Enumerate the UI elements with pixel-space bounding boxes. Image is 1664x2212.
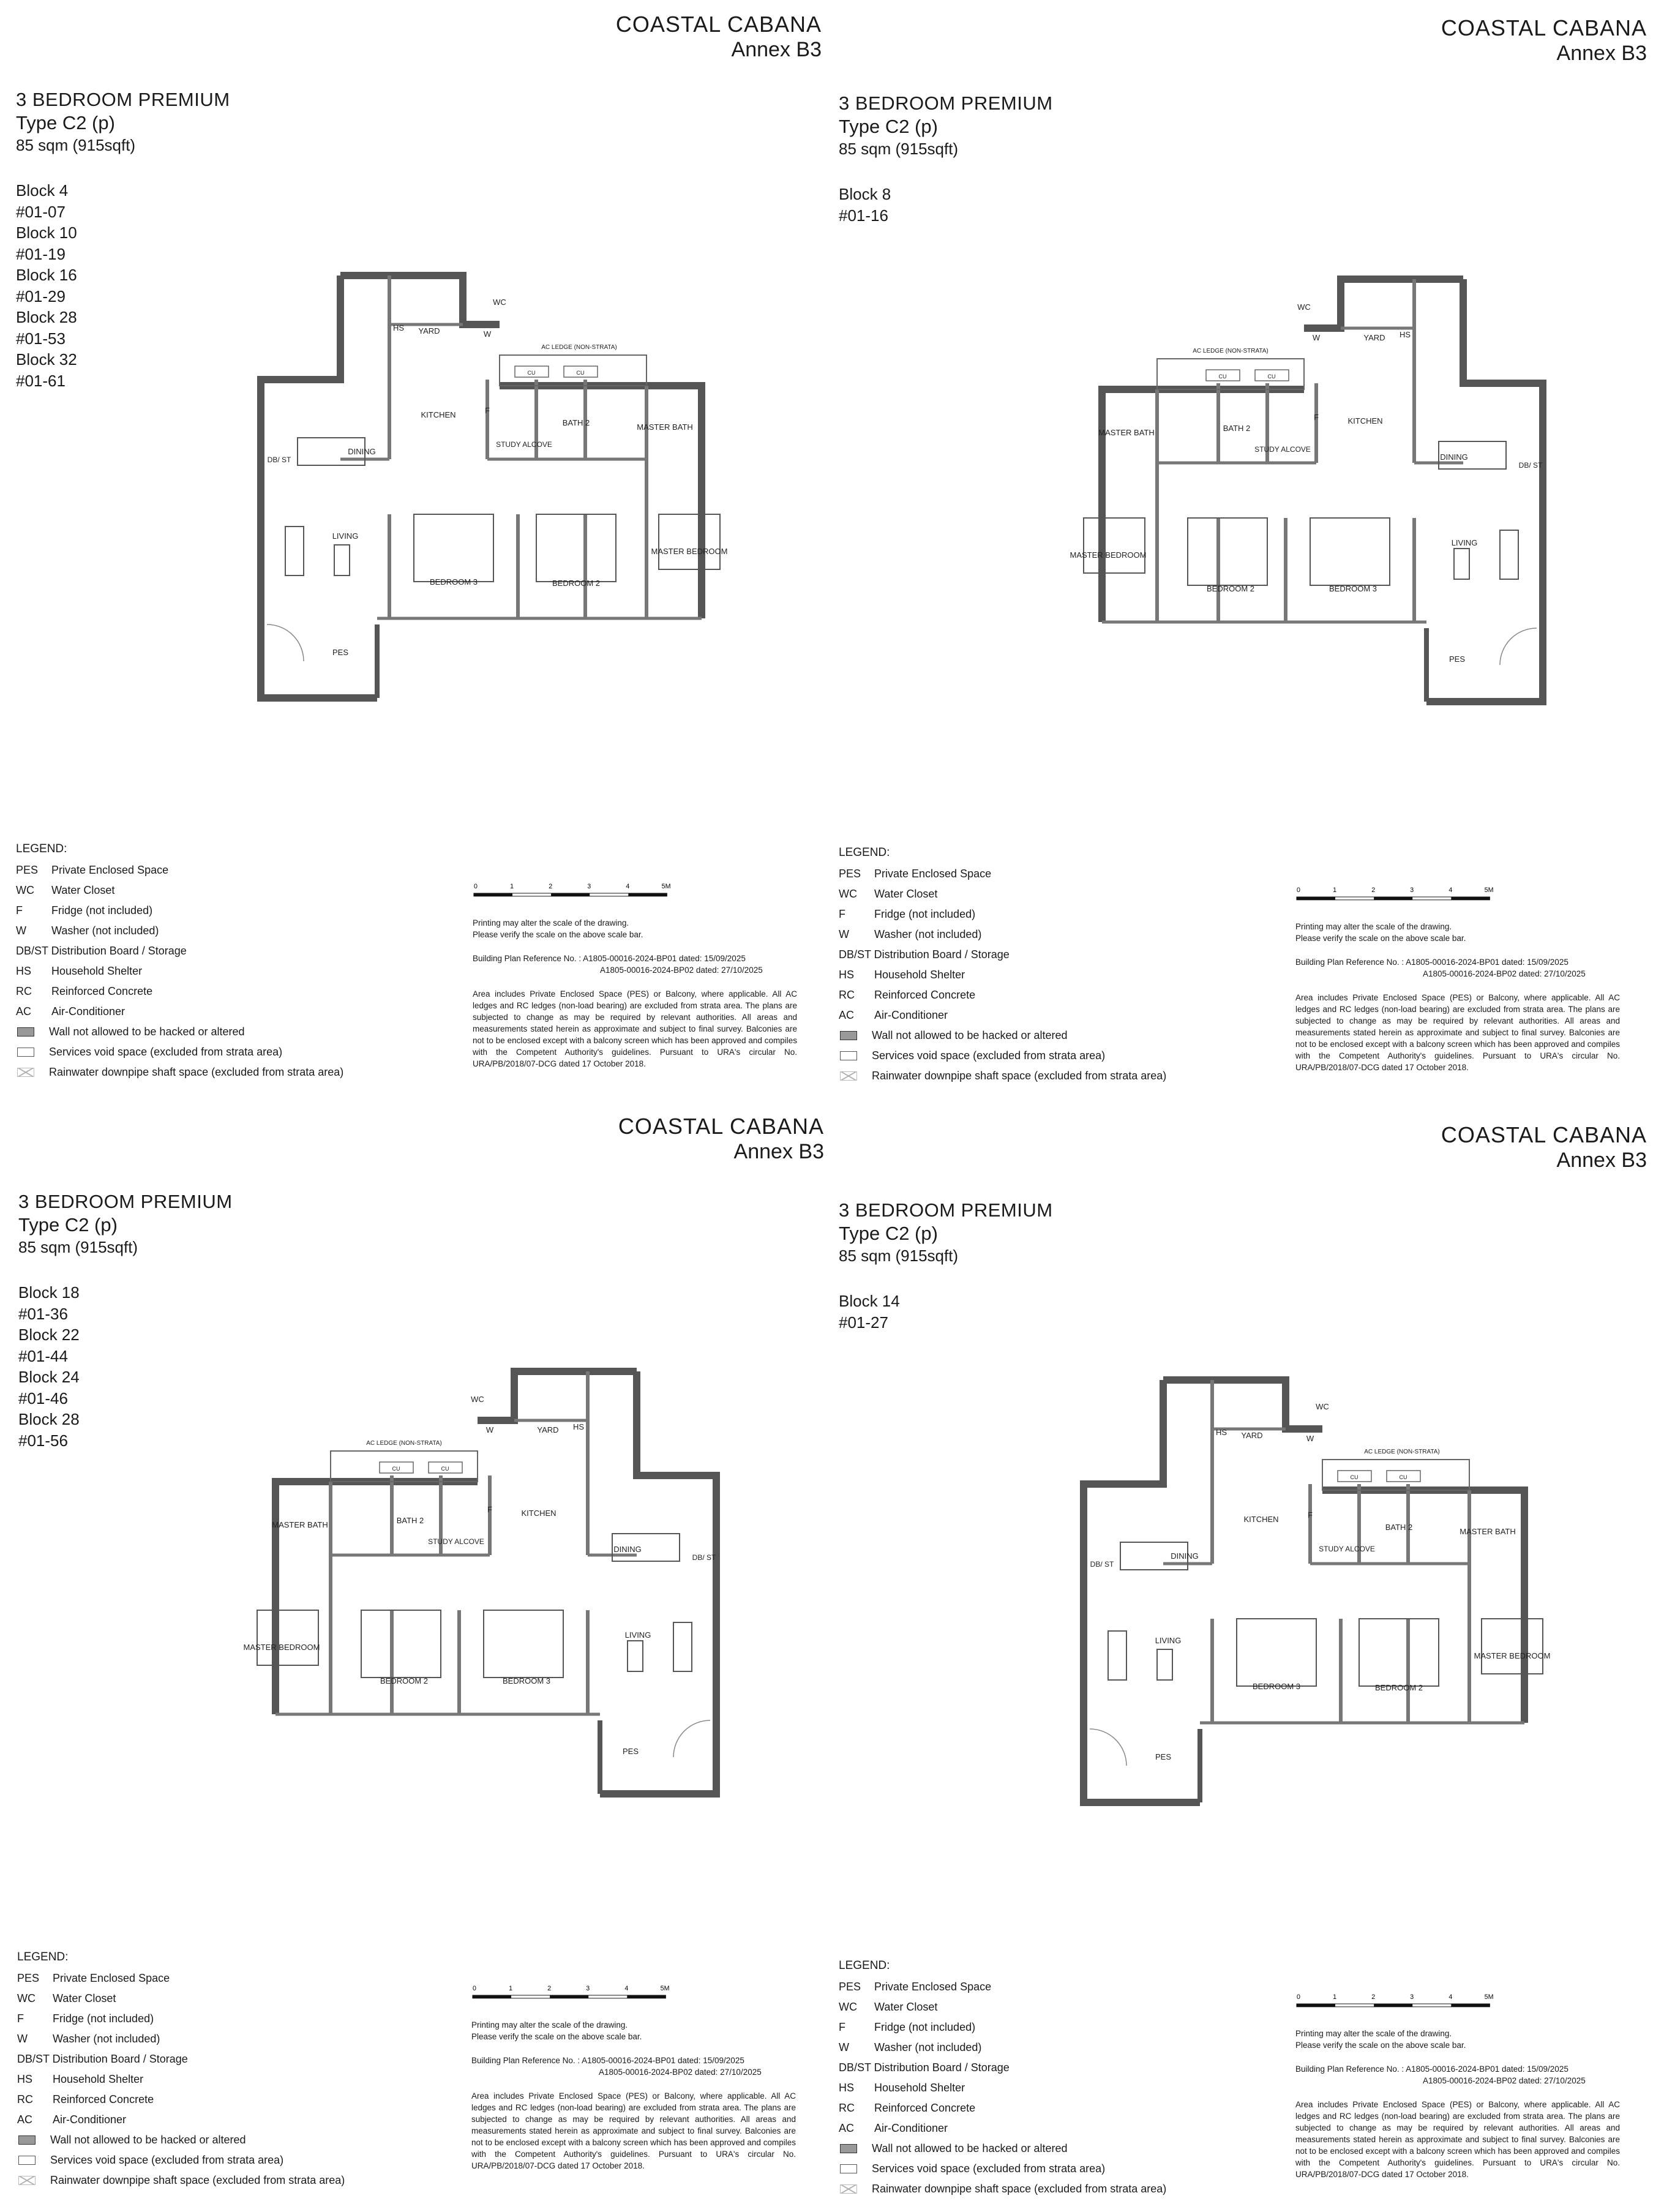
unit-type: 3 BEDROOM PREMIUM: [18, 1191, 233, 1212]
notes-block: [471, 1981, 796, 2184]
room-label: AC LEDGE (NON-STRATA): [366, 1440, 442, 1447]
legend-item: RC Reinforced Concrete: [16, 985, 153, 997]
scale-tick-label: 4: [624, 1985, 629, 1993]
room-label: KITCHEN: [1243, 1515, 1279, 1524]
room-label: MASTER BEDROOM: [1474, 1651, 1551, 1660]
block-item: Block 28: [18, 1410, 80, 1428]
room-label: STUDY ALCOVE: [1319, 1545, 1375, 1553]
legend: [16, 839, 343, 1082]
legend-item: AC Air-Conditioner: [16, 1005, 126, 1018]
room-label: F: [1308, 1510, 1313, 1520]
block-item: Block 10: [16, 223, 77, 242]
floorplan-sheet: [839, 1123, 1653, 2200]
room-label: LIVING: [1155, 1636, 1182, 1645]
room-label: LIVING: [624, 1630, 651, 1640]
unit-number: #01-44: [18, 1346, 68, 1365]
room-label: BEDROOM 2: [1374, 1683, 1423, 1692]
unit-info: [18, 1190, 233, 1451]
room-label: DB/ ST: [692, 1553, 716, 1562]
room-label: DB/ ST: [1090, 1560, 1114, 1569]
room-label: KITCHEN: [521, 1509, 557, 1518]
floor-plan: [1065, 1362, 1580, 1809]
unit-info: [839, 92, 1053, 226]
printing-note: Printing may alter the scale of the drawing. Please verify the scale on the above scale bar.: [473, 918, 643, 939]
room-label: W: [485, 1425, 494, 1434]
room-label: BEDROOM 2: [380, 1676, 429, 1685]
floorplan-sheet: [839, 16, 1653, 1093]
room-label: CU: [527, 370, 536, 376]
block-list: [839, 1291, 1053, 1333]
legend-item: Services void space (excluded from strata area): [17, 2150, 345, 2170]
legend-item: DB/ST Distribution Board / Storage: [17, 2053, 188, 2065]
room-label: BEDROOM 3: [1252, 1682, 1301, 1691]
unit-number: #01-53: [16, 329, 66, 348]
room-label: YARD: [418, 326, 440, 336]
legend-item: WC Water Closet: [839, 2001, 938, 2013]
room-label: DINING: [1440, 452, 1468, 462]
unit-number: #01-27: [839, 1313, 888, 1332]
room-label: CU: [1350, 1474, 1359, 1480]
unit-info: [16, 88, 230, 391]
block-item: Block 32: [16, 350, 77, 369]
legend-item: Services void space (excluded from strata area): [839, 2159, 1166, 2179]
legend-item: Wall not allowed to be hacked or altered: [16, 1022, 343, 1042]
rainwater-swatch-icon: [840, 1071, 857, 1081]
legend-title: LEGEND:: [839, 1959, 890, 1972]
scale-tick-label: 0: [472, 1985, 476, 1993]
scale-bar: [473, 879, 675, 908]
brand-heading: [1441, 1123, 1647, 1173]
room-label: STUDY ALCOVE: [428, 1537, 484, 1546]
room-label: LIVING: [1451, 538, 1478, 547]
room-label: BEDROOM 2: [552, 579, 601, 588]
void-swatch-icon: [840, 2164, 857, 2173]
void-swatch-icon: [17, 1048, 34, 1057]
legend-item: HS Household Shelter: [839, 969, 965, 981]
block-item: Block 28: [16, 308, 77, 326]
unit-type-code: Type C2 (p): [18, 1214, 118, 1235]
brand-name: COASTAL CABANA: [1441, 15, 1647, 40]
rainwater-swatch-icon: [17, 1068, 34, 1077]
legend-item: Rainwater downpipe shaft space (excluded from strata area): [17, 2170, 345, 2191]
room-label: DINING: [613, 1545, 642, 1554]
legend-item: DB/ST Distribution Board / Storage: [839, 2061, 1010, 2074]
room-label: BATH 2: [562, 418, 590, 427]
legend-item: F Fridge (not included): [16, 904, 153, 917]
scale-tick-label: 3: [1410, 887, 1414, 894]
room-label: BEDROOM 2: [1206, 584, 1255, 593]
legend-item: PES Private Enclosed Space: [839, 1981, 992, 1993]
rainwater-swatch-icon: [18, 2176, 36, 2185]
legend-item: HS Household Shelter: [17, 2073, 144, 2085]
room-label: KITCHEN: [421, 410, 456, 419]
rainwater-swatch-icon: [840, 2184, 857, 2194]
unit-area: 85 sqm (915sqft): [18, 1238, 138, 1256]
unit-type-code: Type C2 (p): [839, 116, 938, 137]
legend-item: W Washer (not included): [839, 2041, 982, 2053]
room-label: F: [485, 406, 490, 415]
block-item: Block 14: [839, 1292, 900, 1310]
brand-heading: [616, 12, 822, 62]
room-label: BATH 2: [396, 1516, 424, 1525]
unit-type: 3 BEDROOM PREMIUM: [16, 89, 230, 110]
legend-item: Services void space (excluded from strata area): [839, 1046, 1166, 1066]
floorplan-sheet: [18, 1114, 833, 2192]
unit-type: 3 BEDROOM PREMIUM: [839, 1199, 1053, 1221]
notes-block: [473, 879, 797, 1082]
unit-number: #01-07: [16, 202, 66, 221]
unit-number: #01-29: [16, 287, 66, 306]
scale-tick-label: 1: [510, 883, 514, 891]
block-list: [16, 180, 230, 391]
room-label: KITCHEN: [1347, 416, 1383, 426]
legend-item: RC Reinforced Concrete: [839, 2102, 976, 2114]
room-label: PES: [1155, 1752, 1172, 1761]
room-label: F: [487, 1505, 492, 1514]
room-label: BEDROOM 3: [502, 1676, 551, 1685]
legend-item: F Fridge (not included): [839, 2021, 976, 2033]
legend-item: Rainwater downpipe shaft space (excluded from strata area): [839, 2179, 1166, 2199]
room-label: STUDY ALCOVE: [496, 440, 552, 449]
unit-number: #01-61: [16, 371, 66, 390]
scale-bar: [1295, 882, 1497, 912]
scale-tick-label: 3: [587, 883, 591, 891]
room-label: AC LEDGE (NON-STRATA): [1193, 348, 1269, 354]
room-label: AC LEDGE (NON-STRATA): [1364, 1449, 1440, 1455]
scale-tick-label: 4: [1449, 1993, 1453, 2001]
room-label: W: [1312, 333, 1321, 342]
scale-tick-label: 0: [1296, 887, 1300, 894]
unit-type-code: Type C2 (p): [839, 1223, 938, 1244]
room-label: YARD: [1363, 333, 1385, 342]
legend-item: Wall not allowed to be hacked or altered: [839, 1025, 1166, 1046]
wall-swatch-icon: [18, 2135, 36, 2145]
legend-item: Wall not allowed to be hacked or altered: [17, 2130, 345, 2150]
unit-number: #01-46: [18, 1389, 68, 1408]
room-label: MASTER BATH: [272, 1520, 328, 1529]
scale-tick-label: 5M: [1484, 887, 1494, 894]
room-label: WC: [1297, 302, 1311, 312]
room-label: AC LEDGE (NON-STRATA): [541, 344, 617, 351]
room-label: CU: [441, 1466, 449, 1472]
block-item: Block 22: [18, 1325, 80, 1344]
legend-item: W Washer (not included): [17, 2033, 160, 2045]
legend-item: PES Private Enclosed Space: [839, 868, 992, 880]
legend-item: Rainwater downpipe shaft space (excluded from strata area): [16, 1062, 343, 1082]
wall-swatch-icon: [840, 2144, 857, 2153]
block-item: Block 24: [18, 1368, 80, 1386]
room-label: PES: [622, 1747, 639, 1756]
legend-item: Wall not allowed to be hacked or altered: [839, 2139, 1166, 2159]
room-label: DB/ ST: [267, 456, 291, 464]
block-list: [18, 1282, 233, 1451]
room-label: BEDROOM 3: [429, 577, 478, 587]
room-label: CU: [392, 1466, 400, 1472]
legend-item: DB/ST Distribution Board / Storage: [16, 945, 187, 957]
brand-name: COASTAL CABANA: [1441, 1122, 1647, 1147]
scale-tick-label: 4: [626, 883, 630, 891]
legend-item: WC Water Closet: [17, 1992, 116, 2004]
room-label: W: [483, 329, 492, 339]
room-label: WC: [1316, 1402, 1329, 1411]
scale-tick-label: 2: [1371, 1993, 1376, 2001]
block-item: Block 16: [16, 266, 77, 284]
room-label: MASTER BATH: [637, 422, 693, 432]
unit-number: #01-19: [16, 244, 66, 263]
scale-tick-label: 1: [1333, 887, 1337, 894]
plan-reference: Building Plan Reference No. : A1805-00016-2024-BP01 dated: 15/09/2025 A1805-00016-2024-BP02 dated: 27/10/2025: [1295, 958, 1586, 978]
block-item: Block 4: [16, 181, 69, 200]
unit-type: 3 BEDROOM PREMIUM: [839, 92, 1053, 114]
annex-label: Annex B3: [1556, 1149, 1647, 1172]
area-note: Area includes Private Enclosed Space (PES) or Balcony, where applicable. All AC ledges and RC ledges (non-load bearing) are excluded from strata area. The plans are subjected to change as may be required by relevant authorities. All areas and measurements stated herein as approximate and subject to final survey. Balconies are not to be enclosed except with a balcony screen which has been approved and compiles with the Competent Authority's guidelines. Pursuant to URA's circular No. URA/PB/2018/07-DCG dated 17 October 2018.: [471, 2091, 796, 2170]
room-label: BATH 2: [1385, 1523, 1413, 1532]
legend-item: F Fridge (not included): [17, 2012, 154, 2025]
legend-item: WC Water Closet: [16, 884, 115, 896]
scale-tick-label: 0: [473, 883, 478, 891]
legend: [17, 1947, 345, 2191]
printing-note: Printing may alter the scale of the drawing. Please verify the scale on the above scale bar.: [1295, 922, 1466, 943]
legend-item: AC Air-Conditioner: [17, 2113, 127, 2126]
area-note: Area includes Private Enclosed Space (PES) or Balcony, where applicable. All AC ledges and RC ledges (non-load bearing) are excluded from strata area. The plans are subjected to change as may be required by relevant authorities. All areas and measurements stated herein as approximate and subject to final survey. Balconies are not to be enclosed except with a balcony screen which has been approved and compiles with the Competent Authority's guidelines. Pursuant to URA's circular No. URA/PB/2018/07-DCG dated 17 October 2018.: [473, 989, 797, 1068]
room-label: STUDY ALCOVE: [1254, 445, 1311, 454]
scale-bar: [471, 1981, 673, 2010]
legend-item: RC Reinforced Concrete: [839, 989, 976, 1001]
brand-heading: [1441, 16, 1647, 66]
legend-item: AC Air-Conditioner: [839, 1009, 948, 1021]
scale-bar: [1295, 1989, 1497, 2019]
notes-block: [1295, 1989, 1620, 2192]
scale-tick-label: 4: [1449, 887, 1453, 894]
area-note: Area includes Private Enclosed Space (PES) or Balcony, where applicable. All AC ledges and RC ledges (non-load bearing) are excluded from strata area. The plans are subjected to change as may be required by relevant authorities. All areas and measurements stated herein as approximate and subject to final survey. Balconies are not to be enclosed except with a balcony screen which has been approved and compiles with the Competent Authority's guidelines. Pursuant to URA's circular No. URA/PB/2018/07-DCG dated 17 October 2018.: [1295, 2100, 1620, 2179]
room-label: MASTER BATH: [1098, 428, 1155, 437]
block-list: [839, 184, 1053, 226]
legend-item: W Washer (not included): [839, 928, 982, 940]
room-label: YARD: [537, 1425, 559, 1434]
floor-plan: [1047, 261, 1561, 708]
scale-tick-label: 5M: [661, 883, 671, 891]
unit-area: 85 sqm (915sqft): [16, 136, 136, 154]
legend-item: DB/ST Distribution Board / Storage: [839, 948, 1010, 961]
legend-item: AC Air-Conditioner: [839, 2122, 948, 2134]
legend: [839, 1955, 1166, 2199]
legend-title: LEGEND:: [839, 846, 890, 859]
room-label: MASTER BEDROOM: [1070, 550, 1147, 560]
room-label: F: [1314, 413, 1319, 422]
room-label: HS: [572, 1422, 585, 1431]
room-label: PES: [1449, 654, 1466, 664]
scale-tick-label: 2: [1371, 887, 1376, 894]
scale-tick-label: 5M: [1484, 1993, 1494, 2001]
brand-heading: [618, 1114, 824, 1164]
room-label: CU: [1399, 1474, 1407, 1480]
scale-tick-label: 0: [1296, 1993, 1300, 2001]
floor-plan: [220, 1353, 735, 1800]
legend-item: HS Household Shelter: [16, 965, 143, 977]
room-label: BEDROOM 3: [1329, 584, 1377, 593]
legend: [839, 842, 1166, 1086]
room-label: MASTER BEDROOM: [243, 1643, 320, 1652]
floor-plan: [242, 257, 757, 704]
annex-label: Annex B3: [1556, 42, 1647, 65]
floorplan-sheet: [16, 12, 830, 1090]
room-label: CU: [1267, 373, 1276, 380]
room-label: HS: [1399, 330, 1411, 339]
legend-title: LEGEND:: [17, 1951, 69, 1963]
wall-swatch-icon: [17, 1027, 34, 1037]
room-label: YARD: [1241, 1431, 1263, 1440]
printing-note: Printing may alter the scale of the drawing. Please verify the scale on the above scale bar.: [471, 2020, 642, 2041]
unit-info: [839, 1199, 1053, 1333]
wall-swatch-icon: [840, 1031, 857, 1040]
brand-name: COASTAL CABANA: [618, 1114, 824, 1139]
legend-item: WC Water Closet: [839, 888, 938, 900]
room-label: WC: [493, 298, 506, 307]
room-label: BATH 2: [1223, 424, 1251, 433]
room-label: WC: [471, 1395, 484, 1404]
unit-type-code: Type C2 (p): [16, 112, 115, 133]
block-item: Block 18: [18, 1283, 80, 1302]
scale-tick-label: 5M: [660, 1985, 670, 1993]
legend-item: RC Reinforced Concrete: [17, 2093, 154, 2105]
printing-note: Printing may alter the scale of the drawing. Please verify the scale on the above scale bar.: [1295, 2029, 1466, 2050]
scale-tick-label: 1: [509, 1985, 513, 1993]
unit-number: #01-56: [18, 1431, 68, 1450]
scale-tick-label: 1: [1333, 1993, 1337, 2001]
legend-item: HS Household Shelter: [839, 2082, 965, 2094]
unit-number: #01-36: [18, 1304, 68, 1323]
unit-area: 85 sqm (915sqft): [839, 140, 959, 158]
room-label: HS: [392, 323, 405, 332]
plan-reference: Building Plan Reference No. : A1805-00016-2024-BP01 dated: 15/09/2025 A1805-00016-2024-BP02 dated: 27/10/2025: [1295, 2064, 1586, 2085]
room-label: HS: [1215, 1428, 1227, 1437]
legend-title: LEGEND:: [16, 842, 67, 855]
plan-reference: Building Plan Reference No. : A1805-00016-2024-BP01 dated: 15/09/2025 A1805-00016-2024-BP02 dated: 27/10/2025: [471, 2056, 762, 2077]
legend-item: PES Private Enclosed Space: [16, 864, 169, 876]
notes-block: [1295, 882, 1620, 1085]
room-label: DB/ ST: [1518, 461, 1543, 470]
block-item: Block 8: [839, 185, 891, 203]
annex-label: Annex B3: [731, 38, 822, 61]
room-label: MASTER BATH: [1460, 1527, 1516, 1536]
room-label: DINING: [1171, 1551, 1199, 1561]
room-label: CU: [1218, 373, 1227, 380]
unit-area: 85 sqm (915sqft): [839, 1247, 959, 1265]
void-swatch-icon: [18, 2156, 36, 2165]
legend-item: Rainwater downpipe shaft space (excluded from strata area): [839, 1066, 1166, 1086]
scale-tick-label: 3: [586, 1985, 590, 1993]
room-label: W: [1306, 1434, 1314, 1443]
scale-tick-label: 2: [549, 883, 553, 891]
scale-tick-label: 2: [547, 1985, 552, 1993]
area-note: Area includes Private Enclosed Space (PES) or Balcony, where applicable. All AC ledges and RC ledges (non-load bearing) are excluded from strata area. The plans are subjected to change as may be required by relevant authorities. All areas and measurements stated herein as approximate and subject to final survey. Balconies are not to be enclosed except with a balcony screen which has been approved and compiles with the Competent Authority's guidelines. Pursuant to URA's circular No. URA/PB/2018/07-DCG dated 17 October 2018.: [1295, 993, 1620, 1072]
room-label: DINING: [348, 447, 376, 456]
room-label: MASTER BEDROOM: [651, 547, 728, 556]
room-label: CU: [576, 370, 585, 376]
scale-tick-label: 3: [1410, 1993, 1414, 2001]
plan-reference: Building Plan Reference No. : A1805-00016-2024-BP01 dated: 15/09/2025 A1805-00016-2024-BP02 dated: 27/10/2025: [473, 954, 763, 975]
legend-item: F Fridge (not included): [839, 908, 976, 920]
legend-item: PES Private Enclosed Space: [17, 1972, 170, 1984]
legend-item: Services void space (excluded from strata area): [16, 1042, 343, 1062]
void-swatch-icon: [840, 1051, 857, 1060]
brand-name: COASTAL CABANA: [615, 12, 822, 37]
room-label: LIVING: [332, 531, 359, 541]
annex-label: Annex B3: [733, 1140, 824, 1163]
unit-number: #01-16: [839, 206, 888, 225]
legend-item: W Washer (not included): [16, 924, 159, 937]
room-label: PES: [332, 648, 349, 657]
